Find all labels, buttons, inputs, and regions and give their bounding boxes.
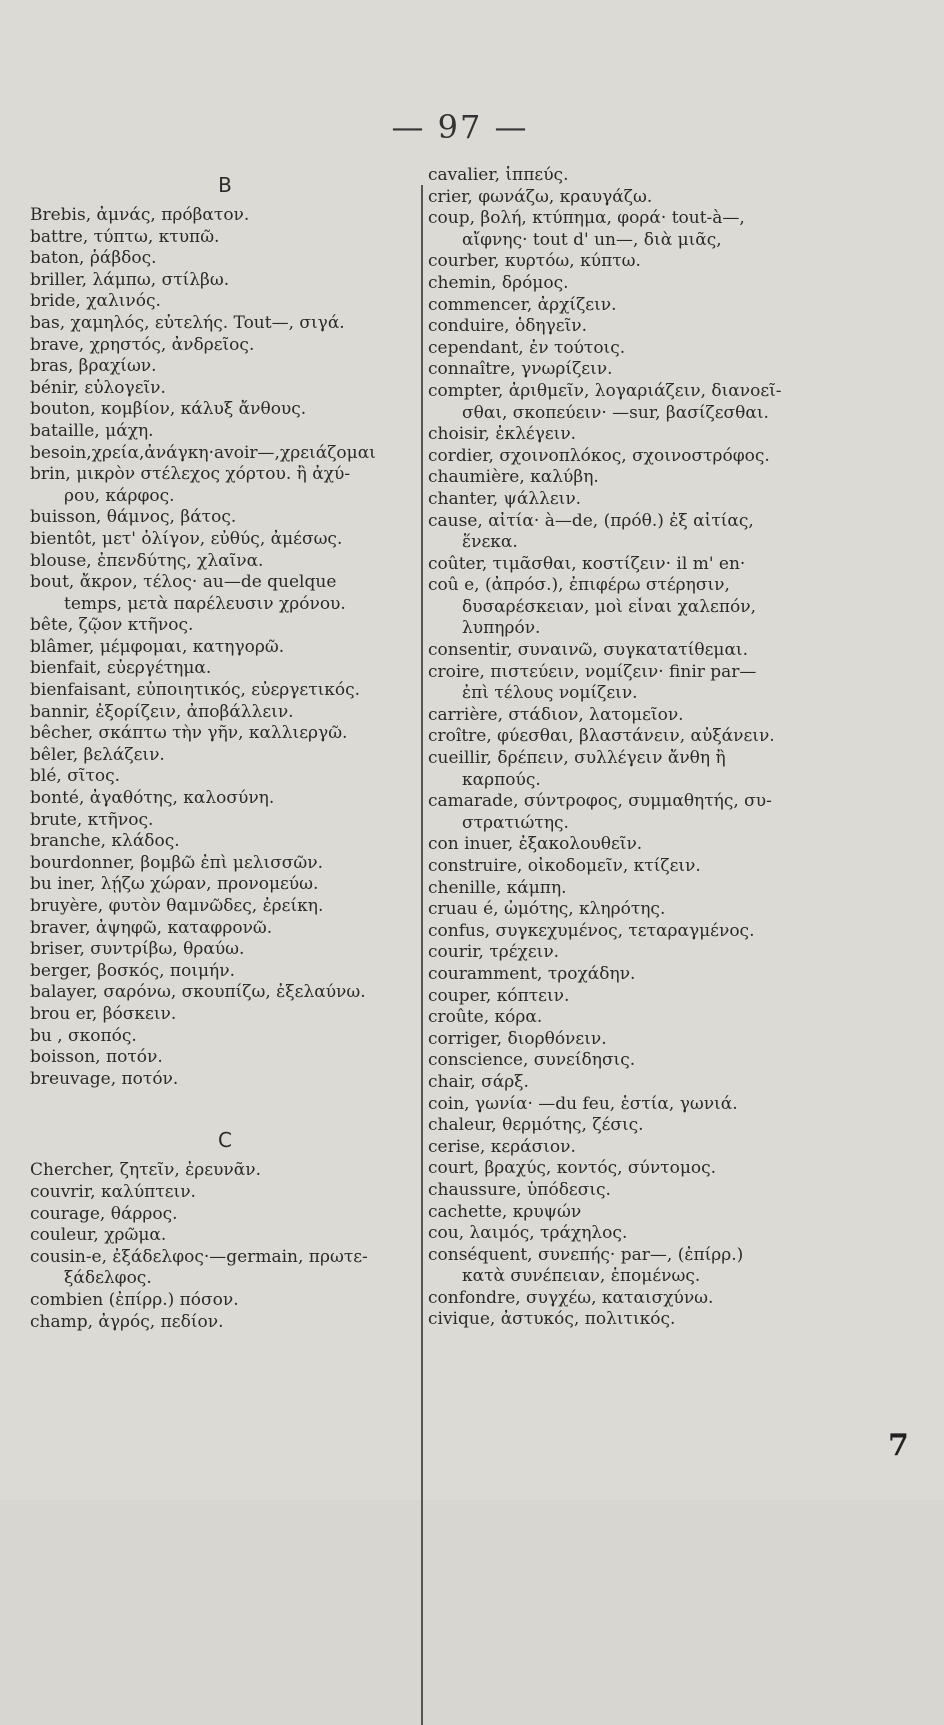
dictionary-entry: bête, ζῷον κτῆνος.: [30, 615, 194, 636]
dictionary-entry: courage, θάρρος.: [30, 1203, 178, 1224]
entry-continuation: ἐπὶ τέλους νομίζειν.: [462, 683, 638, 704]
dictionary-entry: chaussure, ὑπόδεσις.: [428, 1179, 611, 1200]
dictionary-entry: brou er, βόσκειν.: [30, 1003, 177, 1024]
section-c-entries: [30, 1160, 410, 1333]
entry-continuation: κατὰ συνέπειαν, ἑπομένως.: [462, 1266, 701, 1287]
entry-continuation: ρου, κάρφος.: [64, 485, 175, 506]
entry-continuation: λυπηρόν.: [462, 618, 541, 639]
dictionary-entry: cause, αἰτία· à—de, (πρόθ.) ἐξ αἰτίας,: [428, 510, 754, 531]
right-column-entries: [428, 165, 828, 1331]
dictionary-entry: brave, χρηστός, ἀνδρεῖος.: [30, 334, 255, 355]
dictionary-entry: bouton, κομβίον, κάλυξ ἄνθους.: [30, 399, 307, 420]
right-column: [428, 165, 828, 1331]
left-column: [30, 165, 410, 1333]
dictionary-entry: crier, φωνάζω, κραυγάζω.: [428, 186, 653, 207]
dictionary-entry: consentir, συναινῶ, συγκατατίθεμαι.: [428, 640, 748, 661]
dictionary-entry: battre, τύπτω, κτυπῶ.: [30, 226, 220, 247]
dictionary-entry: brin, μικρὸν στέλεχος χόρτου. ἢ ἀχύ-: [30, 464, 351, 485]
dictionary-entry: confus, συγκεχυμένος, τεταραγμένος.: [428, 920, 755, 941]
dictionary-entry: bu iner, λῄζω χώραν, προνομεύω.: [30, 874, 319, 895]
dictionary-entry: cavalier, ἱππεύς.: [428, 165, 569, 185]
dictionary-entry: bras, βραχίων.: [30, 356, 157, 377]
dictionary-entry: couleur, χρῶμα.: [30, 1225, 167, 1246]
dictionary-entry: combien (ἐπίρρ.) πόσον.: [30, 1289, 239, 1310]
dictionary-entry: blé, σῖτος.: [30, 766, 121, 787]
dictionary-entry: chanter, ψάλλειν.: [428, 488, 582, 509]
dictionary-entry: cueillir, δρέπειν, συλλέγειν ἄνθη ἢ: [428, 748, 726, 769]
dictionary-entry: choisir, ἐκλέγειν.: [428, 424, 577, 445]
dictionary-entry: bienfaisant, εὐποιητικός, εὐεργετικός.: [30, 680, 361, 701]
dictionary-entry: croître, φύεσθαι, βλαστάνειν, αὐξάνειν.: [428, 726, 775, 747]
dictionary-entry: conduire, ὁδηγεῖν.: [428, 316, 587, 337]
dictionary-entry: couper, κόπτειν.: [428, 985, 570, 1006]
section-heading-c: C: [218, 1128, 232, 1153]
dictionary-entry: balayer, σαρόνω, σκουπίζω, ἐξελαύνω.: [30, 982, 366, 1003]
entry-continuation: καρπούς.: [462, 769, 541, 790]
dictionary-entry: blâmer, μέμφομαι, κατηγορῶ.: [30, 636, 285, 657]
dictionary-entry: briser, συντρίβω, θραύω.: [30, 939, 245, 960]
dictionary-entry: bruyère, φυτὸν θαμνῶδες, ἐρείκη.: [30, 896, 324, 916]
dictionary-entry: cousin-e, ἐξάδελφος·—germain, πρωτε-: [30, 1246, 368, 1267]
dictionary-entry: carrière, στάδιον, λατομεῖον.: [428, 704, 684, 725]
dictionary-entry: cependant, ἐν τούτοις.: [428, 337, 626, 358]
dictionary-entry: cachette, κρυψών: [428, 1201, 582, 1222]
dictionary-entry: chaleur, θερμότης, ζέσις.: [428, 1115, 644, 1136]
dictionary-entry: cruau é, ὠμότης, κληρότης.: [428, 899, 666, 920]
section-b-entries: [30, 205, 410, 1090]
dictionary-entry: corriger, διορθόνειν.: [428, 1028, 607, 1049]
dictionary-entry: compter, ἀριθμεῖν, λογαριάζειν, διανοεῖ-: [428, 380, 782, 401]
dictionary-entry: court, βραχύς, κοντός, σύντομος.: [428, 1158, 717, 1179]
dictionary-entry: chaumière, καλύβη.: [428, 467, 599, 488]
dictionary-entry: couvrir, καλύπτειν.: [30, 1181, 196, 1202]
dictionary-entry: commencer, ἀρχίζειν.: [428, 294, 617, 315]
dictionary-entry: braver, ἀψηφῶ, καταφρονῶ.: [30, 917, 273, 938]
dictionary-entry: camarade, σύντροφος, συμμαθητής, συ-: [428, 791, 772, 812]
dictionary-entry: chemin, δρόμος.: [428, 272, 569, 293]
entry-continuation: δυσαρέσκειαν, μοὶ εἶναι χαλεπόν,: [462, 596, 756, 617]
entry-continuation: σθαι, σκοπεύειν· —sur, βασίζεσθαι.: [462, 402, 769, 423]
section-heading-b: B: [218, 173, 232, 197]
dictionary-entry: boisson, ποτόν.: [30, 1047, 163, 1068]
dictionary-entry: bêler, βελάζειν.: [30, 744, 165, 765]
dictionary-entry: Brebis, ἀμνάς, πρόβατον.: [30, 205, 250, 225]
dictionary-entry: bientôt, μετ' ὀλίγον, εὐθύς, ἀμέσως.: [30, 528, 343, 549]
dictionary-entry: bride, χαλινός.: [30, 291, 161, 312]
dictionary-entry: courber, κυρτόω, κύπτω.: [428, 251, 641, 272]
dictionary-entry: cou, λαιμός, τράχηλος.: [428, 1223, 628, 1244]
dictionary-entry: besoin,χρεία,ἀνάγκη·avoir—,χρειάζομαι: [30, 442, 376, 463]
dictionary-entry: chair, σάρξ.: [428, 1071, 529, 1092]
dictionary-entry: conséquent, συνεπής· par—, (ἐπίρρ.): [428, 1244, 744, 1265]
dictionary-entry: bourdonner, βομβῶ ἐπὶ μελισσῶν.: [30, 852, 324, 873]
dictionary-entry: blouse, ἐπενδύτης, χλαῖνα.: [30, 550, 264, 571]
dictionary-entry: briller, λάμπω, στίλβω.: [30, 269, 230, 290]
dictionary-entry: cerise, κεράσιον.: [428, 1136, 576, 1157]
dictionary-entry: bienfait, εὐεργέτημα.: [30, 658, 212, 679]
dictionary-entry: bénir, εὐλογεῖν.: [30, 377, 166, 398]
dictionary-entry: connaître, γνωρίζειν.: [428, 359, 613, 380]
dictionary-entry: bonté, ἀγαθότης, καλοσύνη.: [30, 788, 275, 809]
dictionary-entry: construire, οἰκοδομεῖν, κτίζειν.: [428, 856, 701, 876]
dictionary-entry: buisson, θάμνος, βάτος.: [30, 507, 237, 528]
dictionary-entry: cordier, σχοινοπλόκος, σχοινοστρόφος.: [428, 445, 770, 466]
dictionary-entry: branche, κλάδος.: [30, 831, 180, 852]
dictionary-entry: confondre, συγχέω, καταισχύνω.: [428, 1287, 714, 1308]
section-spacer: [30, 1090, 410, 1120]
dictionary-entry: bataille, μάχη.: [30, 420, 154, 441]
dictionary-entry: coin, γωνία· —du feu, ἑστία, γωνιά.: [428, 1093, 738, 1114]
dictionary-entry: coup, βολή, κτύπημα, φορά· tout-à—,: [428, 208, 745, 229]
dictionary-entry: civique, ἀστυκός, πολιτικός.: [428, 1309, 676, 1330]
entry-continuation: temps, μετὰ παρέλευσιν χρόνου.: [64, 593, 346, 614]
dictionary-entry: champ, ἀγρός, πεδίον.: [30, 1311, 224, 1332]
dictionary-entry: coû e, (ἀπρόσ.), ἐπιφέρω στέρησιν,: [428, 575, 730, 596]
dictionary-entry: croire, πιστεύειν, νομίζειν· finir par—: [428, 661, 757, 682]
dictionary-entry: bêcher, σκάπτω τὴν γῆν, καλλιεργῶ.: [30, 723, 348, 744]
dictionary-entry: con inuer, ἐξακολουθεῖν.: [428, 834, 643, 855]
page-number: — 97 —: [391, 108, 529, 146]
dictionary-entry: courir, τρέχειν.: [428, 942, 560, 963]
entry-continuation: ἕνεκα.: [462, 532, 518, 553]
dictionary-entry: breuvage, ποτόν.: [30, 1068, 179, 1089]
dictionary-entry: berger, βοσκός, ποιμήν.: [30, 960, 235, 981]
dictionary-entry: baton, ῥάβδος.: [30, 248, 157, 269]
dictionary-entry: couramment, τροχάδην.: [428, 963, 636, 984]
dictionary-entry: coûter, τιμᾶσθαι, κοστίζειν· il m' en·: [428, 553, 746, 574]
dictionary-entry: bu , σκοπός.: [30, 1025, 137, 1046]
printer-signature-mark: 7: [888, 1428, 909, 1463]
dictionary-entry: bas, χαμηλός, εὐτελής. Tout—, σιγά.: [30, 312, 345, 333]
dictionary-entry: croûte, κόρα.: [428, 1007, 543, 1028]
entry-continuation: αἴφνης· tout d' un—, διὰ μιᾶς,: [462, 229, 722, 250]
dictionary-entry: bout, ἄκρον, τέλος· au—de quelque: [30, 572, 337, 593]
dictionary-entry: brute, κτῆνος.: [30, 809, 154, 830]
dictionary-entry: chenille, κάμπη.: [428, 877, 567, 898]
column-divider: [421, 185, 423, 1725]
dictionary-entry: bannir, ἐξορίζειν, ἀποβάλλειν.: [30, 701, 294, 722]
entry-continuation: στρατιώτης.: [462, 812, 569, 833]
dictionary-entry: Chercher, ζητεῖν, ἐρευνᾶν.: [30, 1160, 261, 1181]
dictionary-entry: conscience, συνείδησις.: [428, 1050, 636, 1071]
entry-continuation: ξάδελφος.: [64, 1268, 152, 1289]
